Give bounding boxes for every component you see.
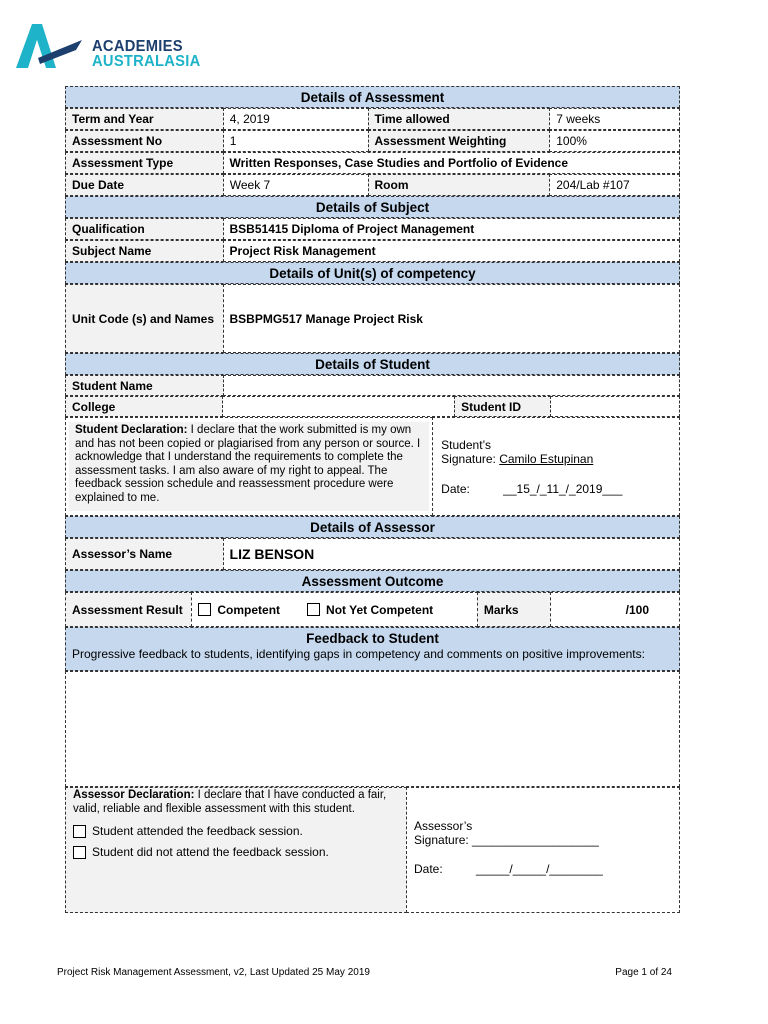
assessor-signature-box — [406, 787, 680, 913]
logo-text-line1: ACADEMIES — [92, 38, 183, 55]
student-name-label: Student Name — [65, 375, 224, 396]
unit-code-label: Unit Code (s) and Names — [65, 284, 224, 353]
assessment-weighting-value: 100% — [549, 130, 680, 152]
unit-code-value: BSBPMG517 Manage Project Risk — [223, 284, 680, 353]
not-attended-checkbox[interactable] — [73, 846, 86, 859]
student-signature-line — [441, 452, 671, 466]
assessment-no-label: Assessment No — [65, 130, 224, 152]
assessor-declaration-box — [65, 787, 407, 913]
time-allowed-label: Time allowed — [368, 108, 551, 130]
not-attended-option — [73, 845, 399, 859]
subject-name-label: Subject Name — [65, 240, 224, 262]
student-details-header: Details of Student — [65, 353, 680, 375]
term-year-label: Term and Year — [65, 108, 224, 130]
attended-label: Student attended the feedback session. — [92, 824, 303, 838]
academies-australasia-logo — [16, 22, 201, 72]
assessment-outcome-header: Assessment Outcome — [65, 570, 680, 592]
competent-label: Competent — [217, 602, 281, 617]
room-value: 204/Lab #107 — [549, 174, 680, 196]
assessment-result-options — [191, 592, 477, 627]
student-signature-label-1: Student’s — [441, 438, 491, 452]
assessor-declaration-title: Assessor Declaration: — [73, 789, 195, 801]
attended-option — [73, 824, 399, 838]
not-attended-label: Student did not attend the feedback session. — [92, 845, 329, 859]
assessor-declaration-text — [73, 789, 399, 816]
competent-checkbox[interactable] — [198, 603, 211, 616]
due-date-value: Week 7 — [223, 174, 369, 196]
assessor-declaration-body: I declare that I have conducted a fair, valid, reliable and flexible assessment with this student. — [73, 789, 387, 815]
room-label: Room — [368, 174, 551, 196]
student-id-field[interactable] — [550, 396, 680, 417]
assessment-no-value: 1 — [223, 130, 369, 152]
time-allowed-value: 7 weeks — [549, 108, 680, 130]
student-date-line — [441, 482, 671, 496]
assessment-weighting-label: Assessment Weighting — [368, 130, 551, 152]
marks-label: Marks — [477, 592, 551, 627]
logo-text-line2: AUSTRALASIA — [92, 53, 201, 70]
feedback-text-area[interactable] — [65, 671, 680, 787]
student-declaration-box — [65, 417, 433, 516]
due-date-label: Due Date — [65, 174, 224, 196]
student-signature-label-2: Signature: — [441, 452, 496, 466]
unit-details-header: Details of Unit(s) of competency — [65, 262, 680, 284]
student-declaration-body: I declare that the work submitted is my own and has not been copied or plagiarised from any person or source. I acknowledge that I understand the requirements to complete the assessment tasks. I am also aware of my right to appeal. The feedback session schedule and reassessment procedure were explained to me. — [75, 424, 421, 504]
assessment-result-label: Assessment Result — [65, 592, 192, 627]
student-date-label: Date: — [441, 482, 470, 496]
subject-name-value: Project Risk Management — [223, 240, 680, 262]
feedback-intro: Progressive feedback to students, identifying gaps in competency and comments on positive improvements: — [72, 647, 645, 661]
assessor-name-label: Assessor’s Name — [65, 538, 224, 570]
footer-page-number: Page 1 of 24 — [615, 967, 672, 978]
attended-checkbox[interactable] — [73, 825, 86, 838]
assessment-type-label: Assessment Type — [65, 152, 224, 174]
assessment-details-header: Details of Assessment — [65, 86, 680, 108]
student-declaration-title: Student Declaration: — [75, 424, 188, 436]
assessor-date-value[interactable]: _____/_____/________ — [476, 862, 603, 876]
term-year-value: 4, 2019 — [223, 108, 369, 130]
assessment-cover-form — [65, 87, 680, 914]
student-signature-value[interactable]: Camilo Estupinan — [499, 452, 594, 466]
assessor-date-label: Date: — [414, 862, 443, 876]
assessor-name-value[interactable]: LIZ BENSON — [223, 538, 680, 570]
assessor-date-line — [414, 862, 672, 876]
college-field[interactable] — [222, 396, 455, 417]
qualification-label: Qualification — [65, 218, 224, 240]
logo-mark-icon — [16, 22, 88, 72]
not-yet-competent-checkbox[interactable] — [307, 603, 320, 616]
assessment-type-value: Written Responses, Case Studies and Portfolio of Evidence — [223, 152, 680, 174]
student-declaration-text — [69, 422, 429, 511]
feedback-header: Feedback to Student — [306, 631, 439, 646]
student-id-label: Student ID — [454, 396, 551, 417]
assessor-signature-label-1: Assessor’s — [414, 819, 473, 833]
college-label: College — [65, 396, 223, 417]
marks-value[interactable]: /100 — [550, 592, 680, 627]
assessor-signature-line[interactable]: Signature: ___________________ — [414, 833, 599, 847]
student-name-field[interactable] — [223, 375, 680, 396]
footer-document-info: Project Risk Management Assessment, v2, Last Updated 25 May 2019 — [57, 967, 370, 978]
not-yet-competent-label: Not Yet Competent — [326, 602, 434, 617]
student-date-value[interactable]: __15_/_11_/_2019___ — [503, 482, 623, 496]
student-signature-box — [432, 417, 680, 516]
assessor-details-header: Details of Assessor — [65, 516, 680, 538]
qualification-value: BSB51415 Diploma of Project Management — [223, 218, 680, 240]
subject-details-header: Details of Subject — [65, 196, 680, 218]
feedback-header-box — [65, 627, 680, 671]
